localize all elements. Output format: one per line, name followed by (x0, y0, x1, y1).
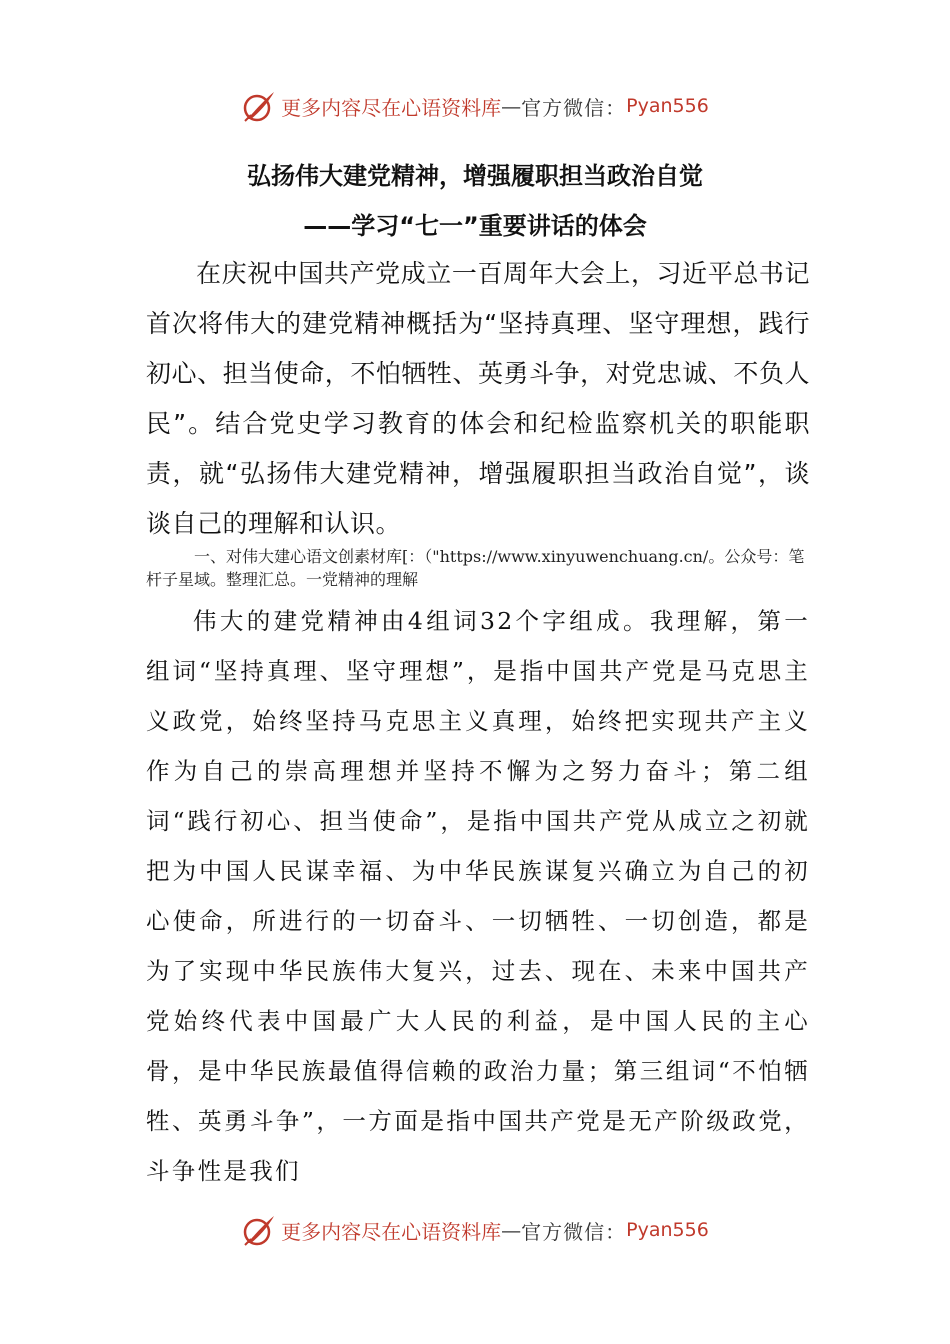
quill-logo-icon (241, 1213, 277, 1247)
header-banner (0, 86, 950, 126)
footer-banner (0, 1210, 950, 1250)
intro-paragraph (146, 249, 810, 549)
intro-text: 在庆祝中国共产党成立一百周年大会上，习近平总书记首次将伟大的建党精神概括为“坚持真理、坚守理想，践行初心、担当使命，不怕牺牲、英勇斗争，对党忠诚、不负人民”。结合党史学习教育的体会和纪检监察机关的职能职责，就“弘扬伟大建党精神，增强履职担当政治自觉”，谈谈自己的理解和认识。 (146, 259, 810, 538)
section-heading (146, 545, 810, 591)
section-heading-text: 一、对伟大建心语文创素材库[：（"https://www.xinyuwenchuang.cn/。公众号：笔杆子星域。整理汇总。一党精神的理解 (146, 547, 805, 589)
banner-text: 更多内容尽在心语资料库 (281, 1219, 502, 1244)
document-subtitle: ——学习“七一”重要讲话的体会 (303, 212, 647, 240)
banner-wechat-id: Pyan556 (626, 95, 709, 117)
banner-text: 更多内容尽在心语资料库 (281, 95, 502, 120)
body-paragraph (146, 596, 810, 1196)
banner-wechat-label: 官方微信： (521, 1219, 627, 1244)
banner-wechat-label: 官方微信： (521, 95, 627, 120)
quill-logo-icon (241, 89, 277, 123)
banner-wechat-id: Pyan556 (626, 1219, 709, 1241)
banner-separator: — (501, 1218, 522, 1242)
document-title: 弘扬伟大建党精神，增强履职担当政治自觉 (247, 162, 703, 190)
banner-separator: — (501, 94, 522, 118)
body-text: 伟大的建党精神由4组词32个字组成。我理解，第一组词“坚持真理、坚守理想”，是指中国共产党是马克思主义政党，始终坚持马克思主义真理，始终把实现共产主义作为自己的崇高理想并坚持不懈为之努力奋斗；第二组词“践行初心、担当使命”，是指中国共产党从成立之初就把为中国人民谋幸福、为中华民族谋复兴确立为自己的初心使命，所进行的一切奋斗、一切牺牲、一切创造，都是为了实现中华民族伟大复兴，过去、现在、未来中国共产党始终代表中国最广大人民的利益，是中国人民的主心骨，是中华民族最值得信赖的政治力量；第三组词“不怕牺牲、英勇斗争”，一方面是指中国共产党是无产阶级政党，斗争性是我们 (146, 607, 810, 1185)
